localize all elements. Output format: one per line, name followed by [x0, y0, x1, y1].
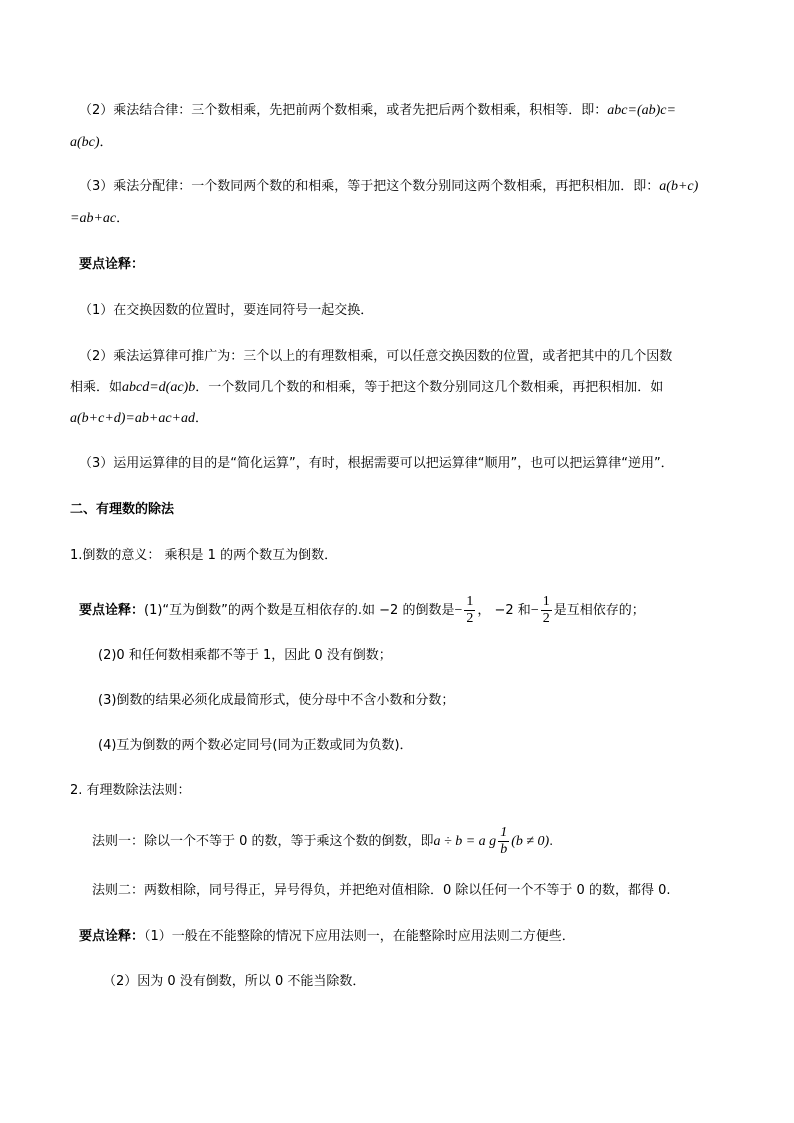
section-title: 二、有理数的除法	[70, 502, 175, 517]
associative-law-text: （2）乘法结合律：三个数相乘，先把前两个数相乘，或者先把后两个数相乘，积相等．即：	[79, 103, 608, 118]
note-item-3: （3）运用运算律的目的是“简化运算”，有时，根据需要可以把运算律“顺用”，也可以把运算律“逆用”．	[79, 456, 674, 471]
division-note-1: 要点诠释：（1）一般在不能整除的情况下应用法则一，在能整除时应用法则二方便些．	[79, 929, 575, 944]
note-item-1: （1）在交换因数的位置时，要连同符号一起交换．	[79, 303, 374, 318]
associative-law-formula-2: a(bc)	[70, 135, 100, 150]
associative-law-line-1	[79, 102, 676, 120]
division-rules-heading: 2. 有理数除法法则：	[70, 783, 191, 798]
fraction-one-over-b: $\frac{1}{b}$	[500, 825, 508, 857]
note-heading-2: 要点诠释：	[79, 603, 145, 618]
fraction-one-half: $\frac{1}{2}$	[466, 594, 474, 626]
distributive-law-line-2: =ab+ac．	[70, 211, 130, 226]
division-note-2: （2）因为 0 没有倒数，所以 0 不能当除数．	[103, 974, 366, 989]
division-rule-2: 法则二：两数相除，同号得正，异号得负，并把绝对值相除．0 除以任何一个不等于 0 的数，都得 0.	[92, 883, 671, 898]
reciprocal-note-1: 要点诠释：(1)“互为倒数”的两个数是互相依存的.如 −2 的倒数是− $\frac{1}{2}$ ， −2 和− $\frac{1}{2}$ 是互相依存的；	[79, 594, 645, 626]
reciprocal-note-3: (3)倒数的结果必须化成最简形式，使分母中不含小数和分数；	[98, 693, 455, 708]
distributive-law-text: （3）乘法分配律：一个数同两个数的和相乘，等于把这个数分别同这两个数相乘，再把积相加．即：	[79, 179, 660, 194]
distributive-law-line-1	[79, 178, 698, 196]
note-item-2-formula-2: a(b+c+d)=ab+ac+ad	[70, 411, 195, 426]
fraction-one-half-2: $\frac{1}{2}$	[542, 594, 550, 626]
reciprocal-definition: 1.倒数的意义： 乘积是 1 的两个数互为倒数．	[70, 548, 338, 563]
note-item-2-line-3: a(b+c+d)=ab+ac+ad．	[70, 411, 209, 426]
reciprocal-note-4: (4)互为倒数的两个数必定同号(同为正数或同为负数)．	[98, 738, 413, 753]
note-item-2-line-2: 相乘．如abcd=d(ac)b．一个数同几个数的和相乘，等于把这个数分别同这几个数相乘，再把积相加．如	[70, 380, 664, 395]
distributive-law-formula-1: a(b+c)	[659, 179, 699, 194]
distributive-law-formula-2: =ab+ac	[70, 211, 117, 226]
associative-law-formula-1: abc=(ab)c=	[607, 103, 676, 118]
note-heading-1: 要点诠释：	[79, 257, 145, 272]
associative-law-line-2: a(bc)．	[70, 135, 113, 150]
rule-1-formula: a ÷ b = a g	[433, 834, 497, 849]
division-rule-1: 法则一：除以一个不等于 0 的数，等于乘这个数的倒数，即a ÷ b = a g $\frac{1}{b}$ (b ≠ 0).	[92, 825, 554, 857]
note-item-2-formula: abcd=d(ac)b	[122, 380, 196, 395]
reciprocal-note-2: (2)0 和任何数相乘都不等于 1，因此 0 没有倒数；	[98, 648, 392, 663]
note-item-2-line-1: （2）乘法运算律可推广为：三个以上的有理数相乘，可以任意交换因数的位置，或者把其中的几个因数	[79, 349, 673, 364]
note-heading-3: 要点诠释：	[79, 929, 145, 944]
